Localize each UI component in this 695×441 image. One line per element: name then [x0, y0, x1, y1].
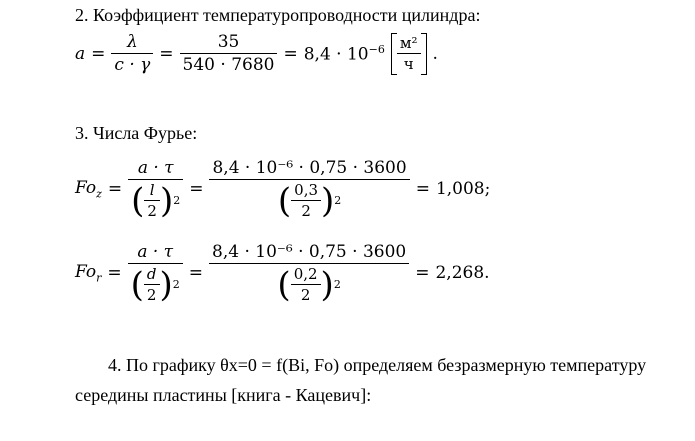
inner-numerator: d: [144, 265, 160, 285]
equals-sign: =: [107, 179, 123, 199]
equals-sign: =: [188, 263, 204, 283]
inner-numerator: 0,2: [291, 265, 321, 285]
square: 2: [334, 194, 342, 207]
exponent: −6: [368, 42, 385, 56]
fraction-a-tau: [128, 242, 183, 304]
right-bracket: [421, 33, 427, 75]
denominator: ( $\frac{0,2}{2}$ ) 2: [277, 264, 341, 305]
equals-sign: =: [189, 179, 204, 199]
item-2-heading: 2. Коэффициент температуропроводности цилиндра:: [75, 5, 481, 25]
item-3-heading: 3. Числа Фурье:: [75, 123, 198, 143]
fraction-numeric: [180, 32, 278, 75]
numerator: a · τ: [128, 242, 183, 264]
numerator: 8,4 · 10⁻⁶ · 0,75 · 3600: [209, 242, 409, 264]
square: 2: [173, 194, 181, 207]
symbol-fo-r: $Fo_r$: [75, 261, 102, 285]
numerator: λ: [111, 32, 153, 54]
denominator: 540 · 7680: [182, 55, 275, 75]
equals-sign: =: [107, 263, 122, 283]
inner-denominator: 2: [147, 202, 157, 220]
equation-fourier-r: [75, 242, 490, 304]
inner-numerator: l: [144, 181, 160, 201]
unit-bracket: [391, 33, 427, 75]
unit-fraction: [397, 34, 421, 73]
numerator: a · τ: [128, 158, 183, 180]
result: 2,268.: [435, 263, 490, 283]
subscript: r: [96, 271, 102, 285]
square: 2: [333, 278, 341, 291]
equals-sign: =: [415, 179, 430, 199]
denominator: ( $\frac{0,3}{2}$ ) 2: [277, 180, 342, 221]
fraction-lambda-over-c-gamma: [111, 32, 153, 75]
fraction-a-tau: [128, 158, 183, 220]
denominator: ( $\frac{d}{2}$ ) 2: [130, 264, 180, 305]
inner-denominator: 2: [300, 286, 311, 304]
equation-fourier-z: [75, 158, 490, 220]
equation-thermal-diffusivity: [75, 32, 438, 75]
period: .: [432, 43, 438, 64]
numerator: 35: [180, 32, 278, 54]
symbol-fo-z: $Fo_z$: [75, 177, 102, 201]
fraction-numeric: [209, 158, 409, 220]
equals-sign: =: [415, 263, 430, 283]
inner-denominator: 2: [301, 202, 311, 220]
denominator: c · γ: [114, 55, 151, 75]
fraction-numeric: [209, 242, 409, 304]
inner-numerator: 0,3: [291, 181, 321, 201]
numerator: 8,4 · 10⁻⁶ · 0,75 · 3600: [209, 158, 409, 180]
value: $8,4 \cdot 10^{-6}$: [303, 42, 385, 65]
unit-numerator: м²: [397, 34, 421, 54]
result: 1,008;: [435, 179, 491, 199]
item-4-line-1: 4. По графику θx=0 = f(Bi, Fo) определяем безразмерную температуру: [108, 355, 647, 375]
equals-sign: =: [91, 43, 106, 64]
symbol-a: a: [75, 43, 86, 64]
inner-denominator: 2: [146, 286, 157, 304]
unit-denominator: ч: [403, 55, 414, 73]
denominator: ( $\frac{l}{2}$ ) 2: [131, 180, 181, 221]
subscript: z: [96, 187, 102, 201]
square: 2: [172, 278, 180, 291]
equals-sign: =: [283, 43, 298, 64]
item-4-line-2: середины пластины [книга - Кацевич]:: [75, 385, 372, 405]
equals-sign: =: [159, 43, 174, 64]
